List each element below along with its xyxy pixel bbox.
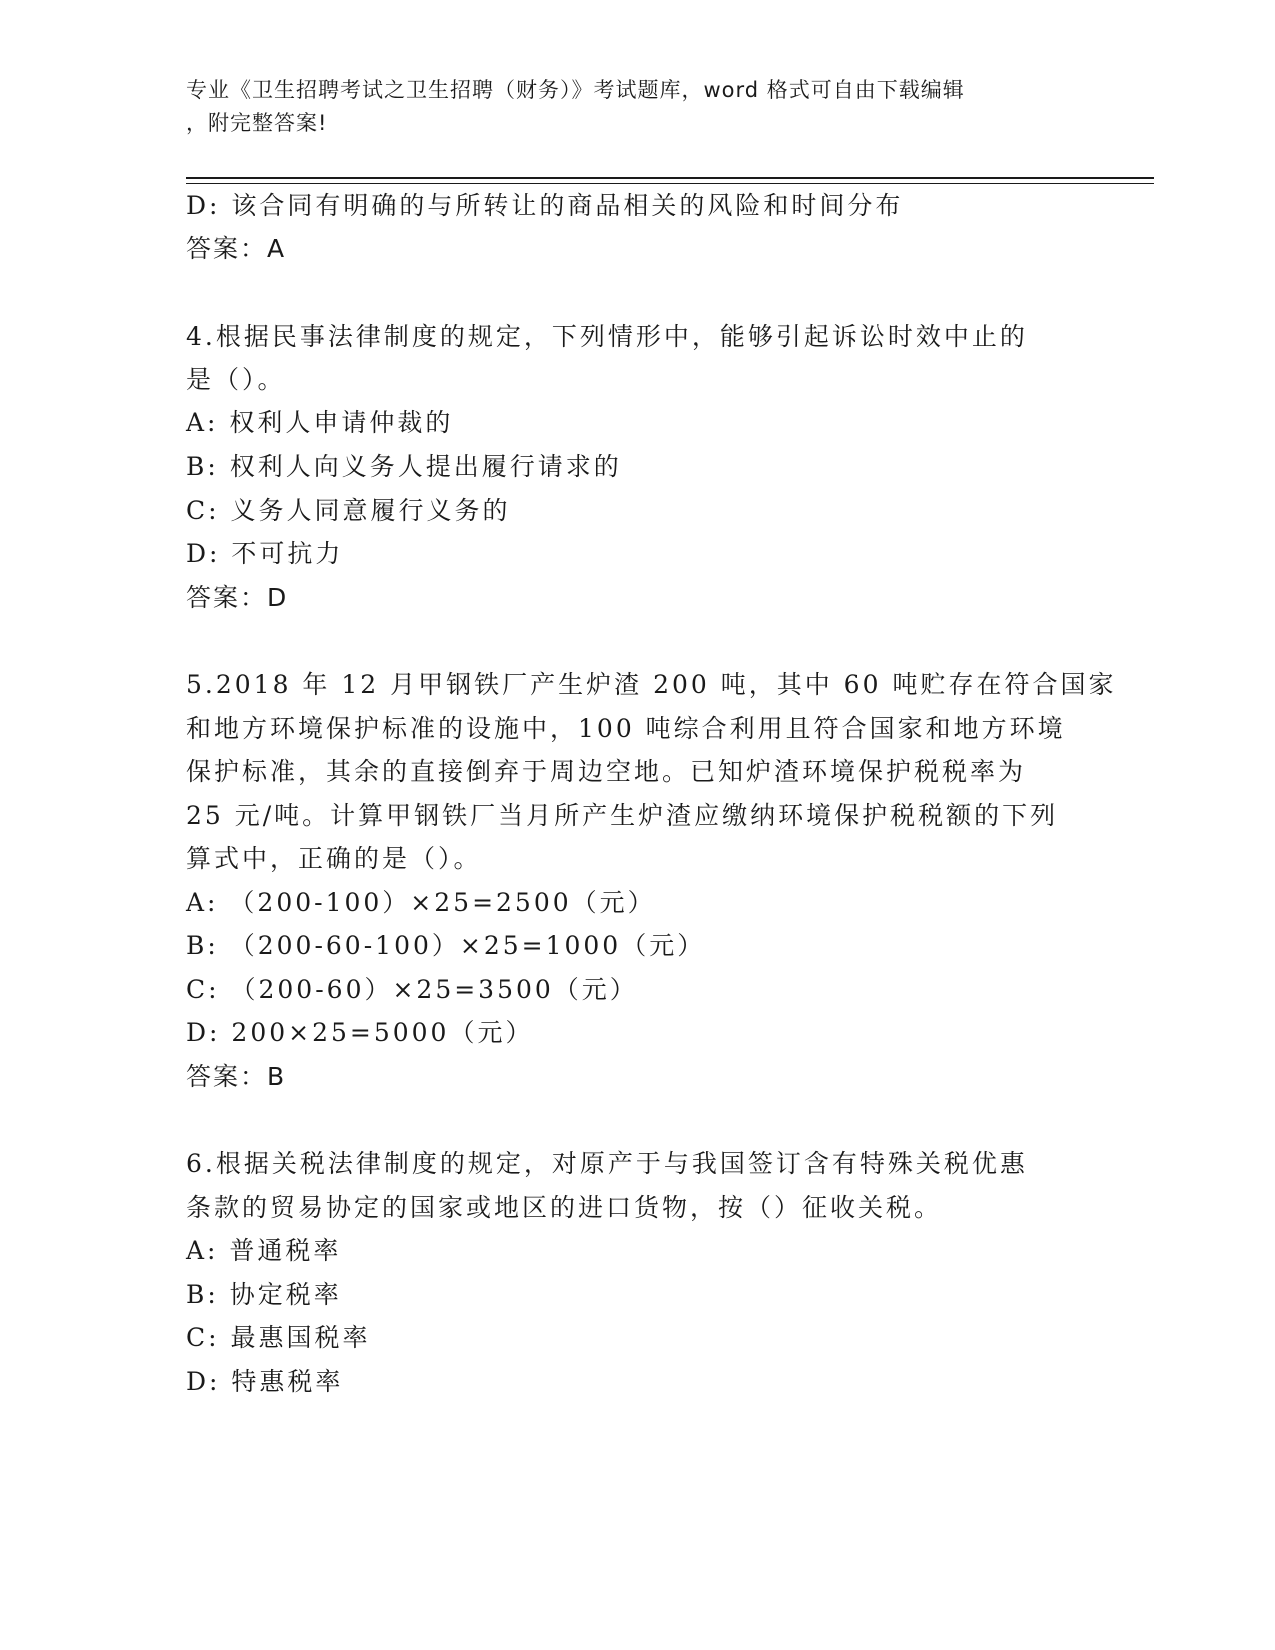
page-header [186,74,1066,140]
q5-option-d: D: 200×25=5000（元） [186,1018,534,1047]
q5-option-a: A: （200-100）×25=2500（元） [186,888,656,917]
q5-option-c: C: （200-60）×25=3500（元） [186,975,638,1004]
header-divider-thin [186,183,1154,184]
q5-stem-line3: 保护标准，其余的直接倒弃于周边空地。已知炉渣环境保护税税率为 [186,757,1027,786]
q4-option-d: D: 不可抗力 [186,539,344,568]
q6-option-a: A: 普通税率 [186,1236,342,1265]
q5-option-b: B: （200-60-100）×25=1000（元） [186,931,706,960]
q6-option-c: C: 最惠国税率 [186,1323,371,1352]
q5-stem-line4: 25 元/吨。计算甲钢铁厂当月所产生炉渣应缴纳环境保护税税额的下列 [186,801,1059,830]
q4-stem-line1: 4.根据民事法律制度的规定，下列情形中，能够引起诉讼时效中止的 [186,322,1028,351]
header-divider-thick [186,177,1154,179]
q3-answer: 答案：A [186,234,287,263]
q6-option-d: D: 特惠税率 [186,1367,344,1396]
q5-stem-line5: 算式中，正确的是（）。 [186,844,482,873]
q6-stem-line2: 条款的贸易协定的国家或地区的进口货物，按（）征收关税。 [186,1193,943,1222]
q4-answer: 答案：D [186,583,289,612]
q6-stem-line1: 6.根据关税法律制度的规定，对原产于与我国签订含有特殊关税优惠 [186,1149,1028,1178]
q5-stem-line1: 5.2018 年 12 月甲钢铁厂产生炉渣 200 吨，其中 60 吨贮存在符合国家 [186,670,1117,699]
q6-option-b: B: 协定税率 [186,1280,342,1309]
q4-option-a: A: 权利人申请仲裁的 [186,408,454,437]
header-title-line2: ，附完整答案! [186,111,328,135]
q4-option-b: B: 权利人向义务人提出履行请求的 [186,452,622,481]
q3-option-d: D: 该合同有明确的与所转让的商品相关的风险和时间分布 [186,191,904,220]
q4-stem-line2: 是（）。 [186,365,286,394]
header-title-line1: 专业《卫生招聘考试之卫生招聘（财务）》考试题库，word 格式可自由下载编辑 [186,78,965,102]
q4-option-c: C: 义务人同意履行义务的 [186,496,511,525]
q5-stem-line2: 和地方环境保护标准的设施中，100 吨综合利用且符合国家和地方环境 [186,714,1066,743]
q5-answer: 答案：B [186,1062,287,1091]
